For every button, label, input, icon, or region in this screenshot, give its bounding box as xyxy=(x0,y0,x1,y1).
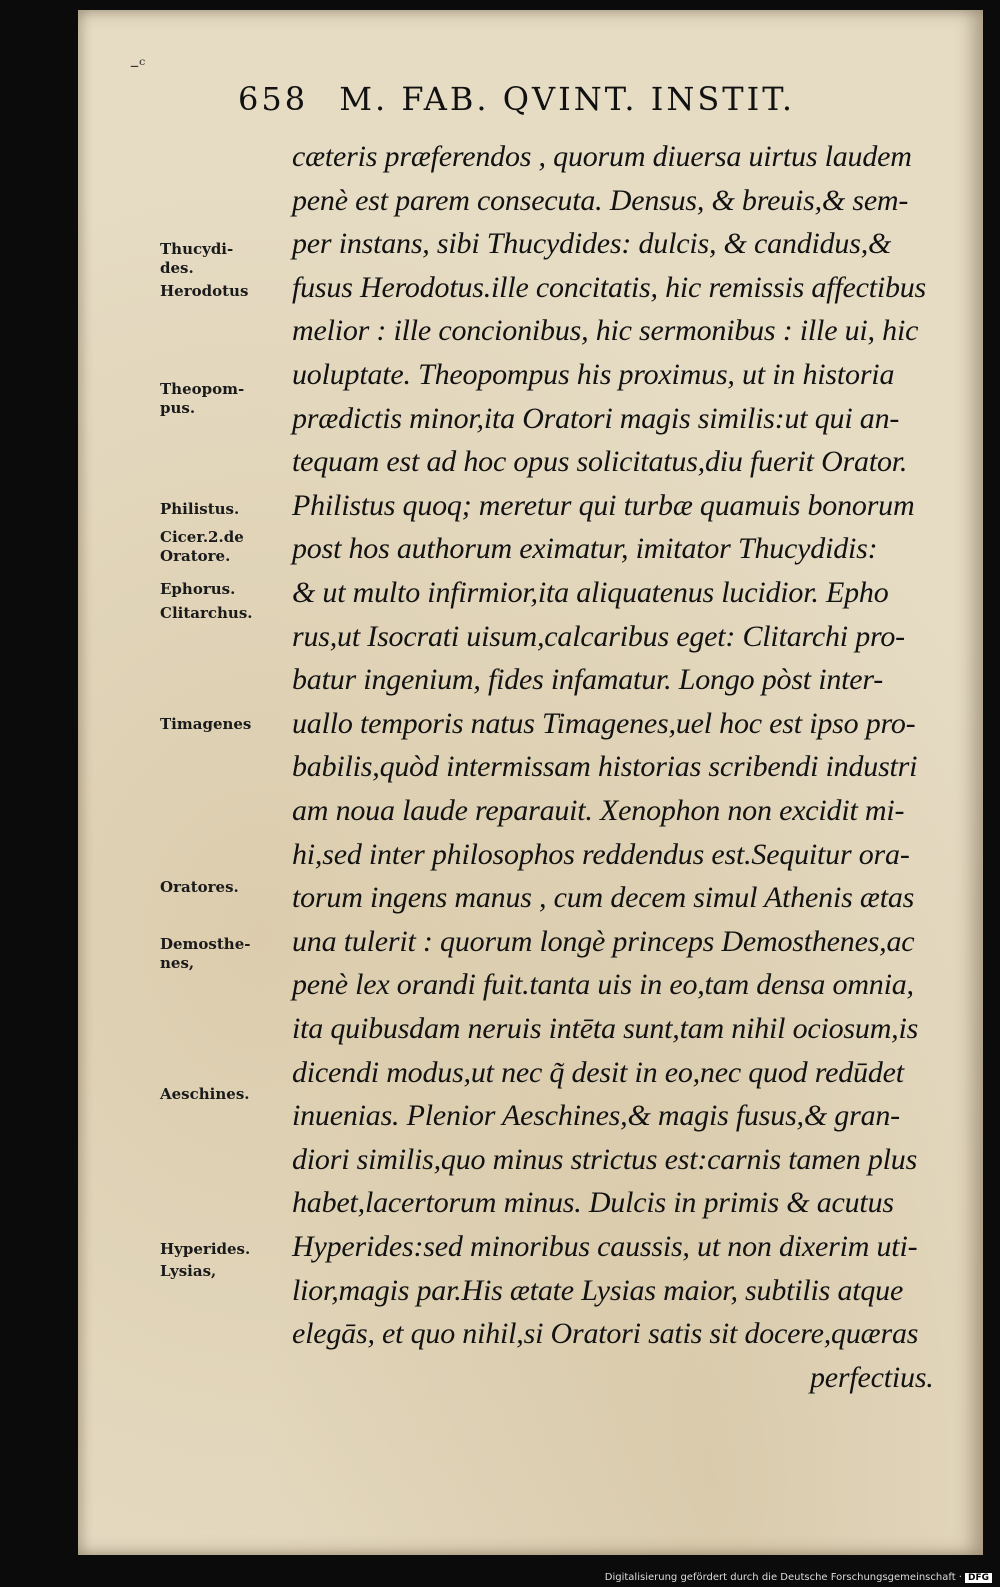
text-line: inuenias. Plenior Aeschines,& magis fusus,& gran- xyxy=(292,1099,900,1133)
text-line: torum ingens manus , cum decem simul Athenis ætas xyxy=(292,881,915,915)
margin-note: Theopom- pus. xyxy=(160,380,245,417)
text-line: cæteris præferendos , quorum diuersa uirtus laudem xyxy=(292,140,912,173)
text-line: uallo temporis natus Timagenes,uel hoc est ipso pro- xyxy=(292,706,916,740)
corner-mark: –ᶜ xyxy=(130,55,146,76)
margin-note: Hyperides. xyxy=(160,1240,251,1258)
footer-credit: Digitalisierung gefördert durch die Deutsche Forschungsgemeinschaft · xyxy=(604,1572,962,1583)
text-line: Philistus quoq; meretur qui turbæ quamuis bonorum xyxy=(292,488,915,522)
text-line: uoluptate. Theopompus his proximus, ut in historia xyxy=(292,358,895,391)
margin-note: Oratores. xyxy=(160,878,239,896)
text-line: tequam est ad hoc opus solicitatus,diu fuerit Orator. xyxy=(292,445,908,479)
margin-note: Demosthe- nes, xyxy=(160,935,251,972)
text-line: penè lex orandi fuit.tanta uis in eo,tam densa omnia, xyxy=(292,968,914,1002)
text-line: ita quibusdam neruis intēta sunt,tam nihil ociosum,is xyxy=(292,1012,919,1045)
margin-note: Philistus. xyxy=(160,500,240,518)
text-line: una tulerit : quorum longè princeps Demosthenes,ac xyxy=(292,924,915,958)
text-line: babilis,quòd intermissam historias scribendi industri xyxy=(292,750,918,784)
text-line: am noua laude reparauit. Xenophon non excidit mi- xyxy=(292,794,905,827)
text-line: perfectius. xyxy=(810,1360,934,1394)
margin-note: Herodotus xyxy=(160,282,249,300)
text-line: Hyperides:sed minoribus caussis, ut non dixerim uti- xyxy=(292,1230,918,1263)
text-line: elegās, et quo nihil,si Oratori satis sit docere,quæras xyxy=(292,1317,919,1351)
text-line: prædictis minor,ita Oratori magis similis:ut qui an- xyxy=(292,401,900,435)
text-line: melior : ille concionibus, hic sermonibus : ille ui, hic xyxy=(292,314,919,348)
text-line: & ut multo infirmior,ita aliquatenus lucidior. Epho xyxy=(292,576,889,609)
margin-note: Thucydi- des. xyxy=(160,240,234,277)
text-line: habet,lacertorum minus. Dulcis in primis & acutus xyxy=(292,1186,894,1220)
margin-note: Clitarchus. xyxy=(160,604,253,622)
margin-note: Aeschines. xyxy=(160,1085,250,1103)
page-number: 658 xyxy=(238,80,309,118)
text-line: penè est parem consecuta. Densus, & breuis,& sem- xyxy=(292,183,909,217)
margin-note: Timagenes xyxy=(160,715,252,733)
footer xyxy=(605,1572,992,1583)
running-title: M. FAB. QVINT. INSTIT. xyxy=(339,80,796,118)
text-line: rus,ut Isocrati uisum,calcaribus eget: Clitarchi pro- xyxy=(292,619,905,653)
margin-note: Cicer.2.de Oratore. xyxy=(160,528,244,565)
text-line: dicendi modus,ut nec q̃ desit in eo,nec quod redūdet xyxy=(292,1055,904,1089)
margin-note: Ephorus. xyxy=(160,580,236,598)
text-line: per instans, sibi Thucydides: dulcis, & candidus,& xyxy=(292,227,892,261)
text-line: fusus Herodotus.ille concitatis, hic remissis affectibus xyxy=(292,270,927,304)
running-header xyxy=(238,80,795,118)
text-line: hi,sed inter philosophos reddendus est.Sequitur ora- xyxy=(292,837,910,871)
margin-note: Lysias, xyxy=(160,1262,217,1280)
text-line: batur ingenium, fides infamatur. Longo pòst inter- xyxy=(292,663,884,697)
text-line: post hos authorum eximatur, imitator Thucydidis: xyxy=(292,532,878,566)
text-line: diori similis,quo minus strictus est:carnis tamen plus xyxy=(292,1142,918,1176)
text-line: lior,magis par.His ætate Lysias maior, subtilis atque xyxy=(292,1273,904,1307)
dfg-logo: DFG xyxy=(965,1573,992,1583)
